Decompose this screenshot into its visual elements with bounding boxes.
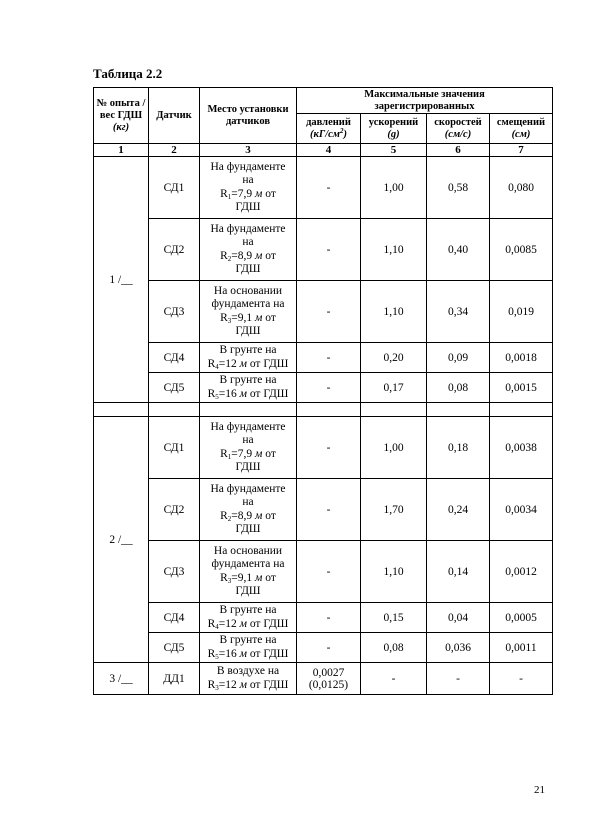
header-location: Место установки датчиков <box>200 88 297 144</box>
column-number: 3 <box>200 144 297 157</box>
sensor-id: СД2 <box>149 479 200 541</box>
velocity-value: 0,18 <box>427 417 490 479</box>
displacement-value: 0,0012 <box>490 541 553 603</box>
header-acceleration: ускорений (g) <box>361 114 427 144</box>
sensor-id: СД3 <box>149 281 200 343</box>
sensor-id: СД5 <box>149 373 200 403</box>
column-number-row <box>94 144 553 157</box>
table-row <box>94 541 553 603</box>
sensor-id: СД2 <box>149 219 200 281</box>
table-row <box>94 281 553 343</box>
table-caption: Таблица 2.2 <box>93 66 163 81</box>
sensor-id: СД4 <box>149 343 200 373</box>
group-separator-row <box>94 403 553 417</box>
page-number: 21 <box>534 784 545 796</box>
velocity-value: 0,58 <box>427 157 490 219</box>
pressure-value: - <box>297 633 361 663</box>
velocity-value: 0,34 <box>427 281 490 343</box>
pressure-value: - <box>297 157 361 219</box>
experiment-label: 1 /__ <box>94 157 149 403</box>
header-experiment: № опыта / вес ГДШ (кг) <box>94 88 149 144</box>
sensor-location: На фундаменте на $R_1=7,9$ м от ГДШ <box>200 157 297 219</box>
displacement-value: 0,0005 <box>490 603 553 633</box>
table-row <box>94 417 553 479</box>
velocity-value: 0,036 <box>427 633 490 663</box>
data-table <box>93 87 553 695</box>
sensor-id: СД1 <box>149 157 200 219</box>
header-row-1 <box>94 88 553 114</box>
displacement-value: - <box>490 663 553 695</box>
sensor-location: В воздухе на $R_3=12$ м от ГДШ <box>200 663 297 695</box>
acceleration-value: 0,20 <box>361 343 427 373</box>
pressure-value: - <box>297 417 361 479</box>
column-number: 7 <box>490 144 553 157</box>
velocity-value: 0,14 <box>427 541 490 603</box>
column-number: 4 <box>297 144 361 157</box>
displacement-value: 0,0015 <box>490 373 553 403</box>
table-row <box>94 633 553 663</box>
sensor-location: На фундаменте на $R_1=7,9$ м от ГДШ <box>200 417 297 479</box>
experiment-label: 2 /__ <box>94 417 149 663</box>
column-number: 1 <box>94 144 149 157</box>
sensor-location: В грунте на $R_4=12$ м от ГДШ <box>200 603 297 633</box>
column-number: 2 <box>149 144 200 157</box>
acceleration-value: 0,17 <box>361 373 427 403</box>
sensor-id: СД1 <box>149 417 200 479</box>
table-row <box>94 663 553 695</box>
velocity-value: 0,04 <box>427 603 490 633</box>
acceleration-value: 1,10 <box>361 281 427 343</box>
velocity-value: 0,09 <box>427 343 490 373</box>
pressure-value: - <box>297 541 361 603</box>
displacement-value: 0,019 <box>490 281 553 343</box>
velocity-value: 0,40 <box>427 219 490 281</box>
sensor-location: На основании фундамента на $R_3=9,1$ м от ГДШ <box>200 541 297 603</box>
acceleration-value: 1,10 <box>361 219 427 281</box>
table-row <box>94 603 553 633</box>
velocity-value: 0,24 <box>427 479 490 541</box>
experiment-label: 3 /__ <box>94 663 149 695</box>
table-row <box>94 373 553 403</box>
sensor-id: СД5 <box>149 633 200 663</box>
header-pressure: давлений $(кГ/см^2)$ <box>297 114 361 144</box>
pressure-value: 0,0027 (0,0125) <box>297 663 361 695</box>
sensor-id: СД4 <box>149 603 200 633</box>
displacement-value: 0,0038 <box>490 417 553 479</box>
displacement-value: 0,0018 <box>490 343 553 373</box>
acceleration-value: 1,70 <box>361 479 427 541</box>
column-number: 6 <box>427 144 490 157</box>
header-max-values: Максимальные значения зарегистрированных <box>297 88 553 114</box>
pressure-value: - <box>297 479 361 541</box>
velocity-value: - <box>427 663 490 695</box>
table-row <box>94 479 553 541</box>
displacement-value: 0,080 <box>490 157 553 219</box>
acceleration-value: 0,15 <box>361 603 427 633</box>
sensor-location: В грунте на $R_5=16$ м от ГДШ <box>200 633 297 663</box>
column-number: 5 <box>361 144 427 157</box>
pressure-value: - <box>297 219 361 281</box>
sensor-location: На основании фундамента на $R_3=9,1$ м от ГДШ <box>200 281 297 343</box>
header-sensor: Датчик <box>149 88 200 144</box>
sensor-id: СД3 <box>149 541 200 603</box>
header-velocity: скоростей (см/с) <box>427 114 490 144</box>
displacement-value: 0,0011 <box>490 633 553 663</box>
acceleration-value: 1,00 <box>361 417 427 479</box>
pressure-value: - <box>297 343 361 373</box>
velocity-value: 0,08 <box>427 373 490 403</box>
sensor-location: На фундаменте на $R_2=8,9$ м от ГДШ <box>200 479 297 541</box>
displacement-value: 0,0085 <box>490 219 553 281</box>
acceleration-value: - <box>361 663 427 695</box>
table-row <box>94 219 553 281</box>
acceleration-value: 1,10 <box>361 541 427 603</box>
sensor-location: На фундаменте на $R_2=8,9$ м от ГДШ <box>200 219 297 281</box>
table-row <box>94 157 553 219</box>
sensor-location: В грунте на $R_5=16$ м от ГДШ <box>200 373 297 403</box>
displacement-value: 0,0034 <box>490 479 553 541</box>
header-displacement: смещений (см) <box>490 114 553 144</box>
pressure-value: - <box>297 281 361 343</box>
table-row <box>94 343 553 373</box>
sensor-id: ДД1 <box>149 663 200 695</box>
pressure-value: - <box>297 603 361 633</box>
acceleration-value: 1,00 <box>361 157 427 219</box>
sensor-location: В грунте на $R_4=12$ м от ГДШ <box>200 343 297 373</box>
pressure-value: - <box>297 373 361 403</box>
acceleration-value: 0,08 <box>361 633 427 663</box>
